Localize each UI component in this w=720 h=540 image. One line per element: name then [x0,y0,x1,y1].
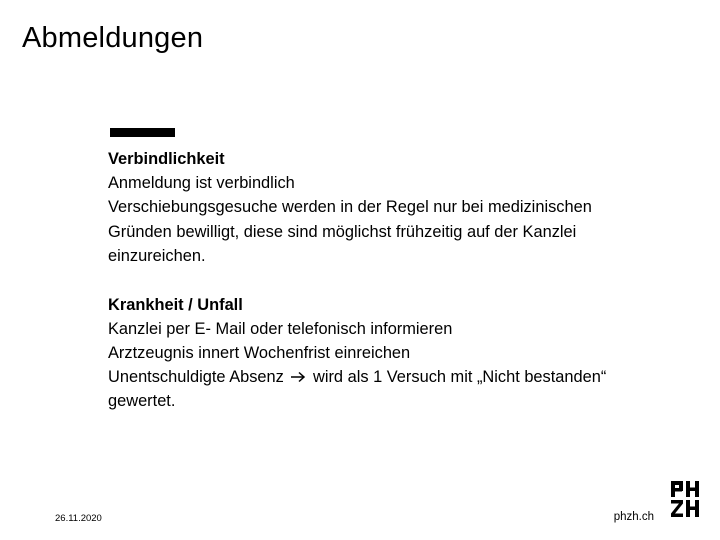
accent-bar [110,128,175,137]
section-heading: Verbindlichkeit [108,150,225,168]
body-line: Gründen bewilligt, diese sind möglichst frühzeitig auf der Kanzlei [108,222,577,241]
arrow-right-icon [290,371,306,383]
body-line: einzureichen. [108,246,206,265]
arrow-line-after: wird als 1 Versuch mit „Nicht bestanden“ [313,368,607,387]
body-line: gewertet. [108,392,176,411]
footer-url: phzh.ch [613,511,654,523]
body-line: Anmeldung ist verbindlich [108,174,295,193]
slide-content [108,147,688,414]
body-line: Kanzlei per E- Mail oder telefonisch informieren [108,319,453,338]
footer-date: 26.11.2020 [55,513,102,524]
slide-title: Abmeldungen [22,22,204,54]
section-heading: Krankheit / Unfall [108,295,243,314]
body-line-with-arrow [108,365,688,389]
body-line: Arztzeugnis innert Wochenfrist einreichen [108,343,411,362]
phzh-logo [670,480,700,518]
section-verbindlichkeit [108,147,688,268]
body-line: Verschiebungsgesuche werden in der Regel nur bei medizinischen [108,198,592,217]
arrow-line-before: Unentschuldigte Absenz [108,368,284,387]
section-krankheit-unfall [108,293,688,414]
